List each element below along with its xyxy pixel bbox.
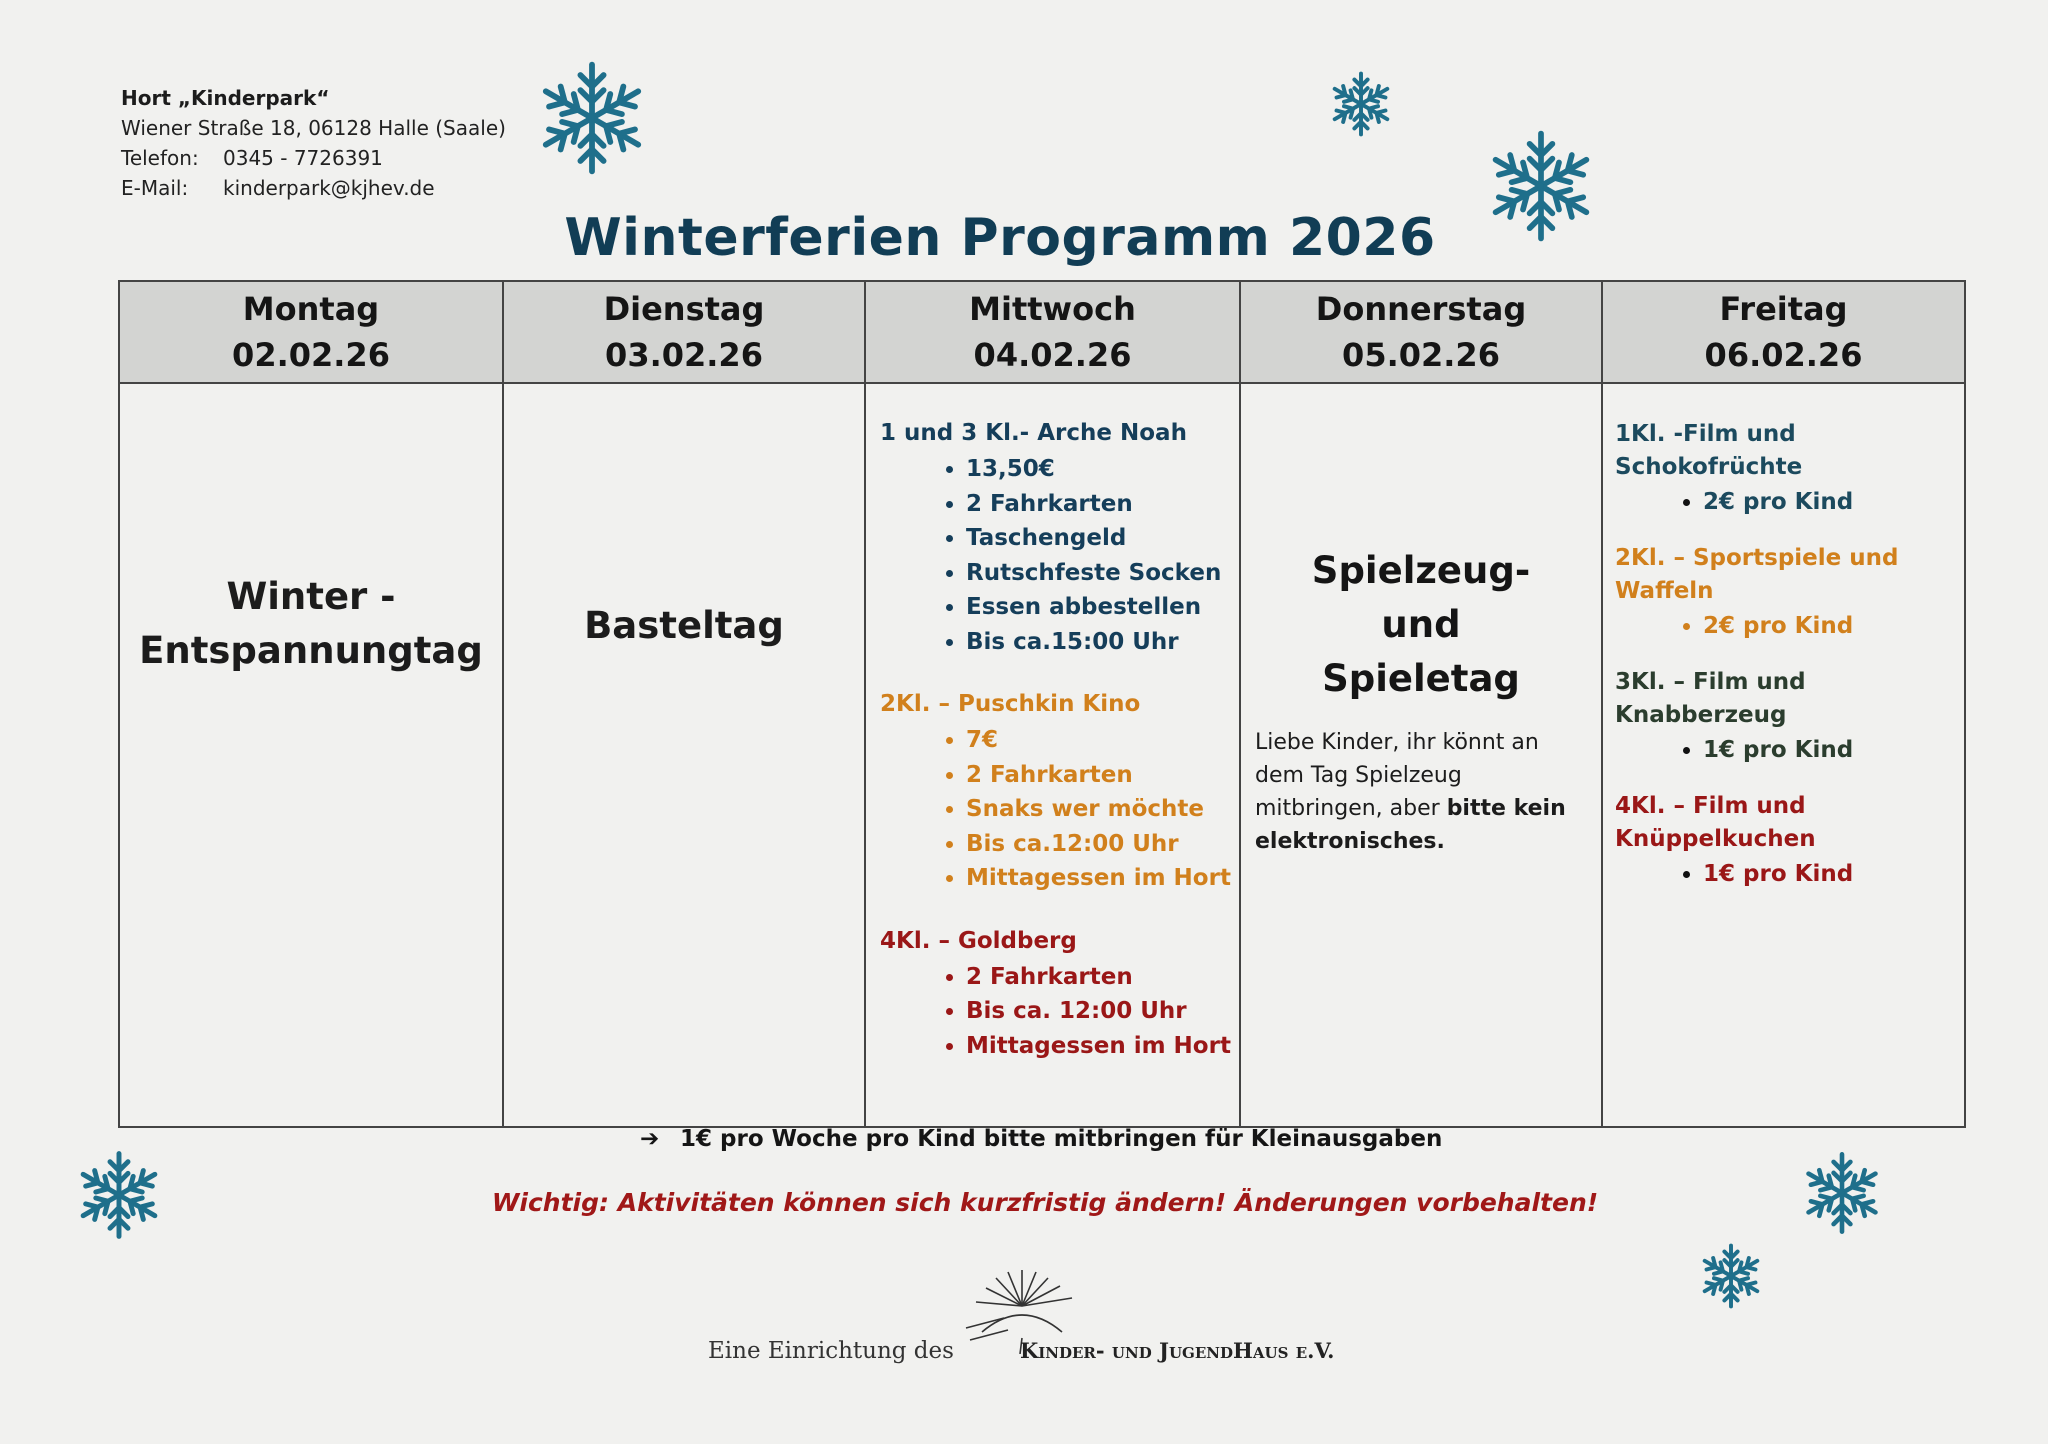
group-heading: 4Kl. – Film und Knüppelkuchen: [1615, 793, 1816, 852]
table-header-row: [119, 281, 1965, 383]
page-title: Winterferien Programm 2026: [564, 208, 1436, 268]
monday-activity: Winter - Entspannungtag: [139, 575, 483, 672]
header-wednesday: Mittwoch 04.02.26: [865, 281, 1240, 383]
group-heading: 2Kl. – Puschkin Kino: [880, 691, 1141, 717]
thursday-activity: Spielzeug- und Spieletag: [1311, 549, 1531, 700]
email-label: E-Mail:: [121, 176, 189, 200]
list-item: • 13,50€: [966, 452, 1239, 487]
list-item: • Bis ca.12:00 Uhr: [966, 827, 1239, 862]
tuesday-activity: Basteltag: [584, 604, 784, 647]
list-item: • 2 Fahrkarten: [966, 960, 1239, 995]
list-item: • Essen abbestellen: [966, 590, 1239, 625]
group-heading: 4Kl. – Goldberg: [880, 927, 1077, 954]
header-thursday: Donnerstag 05.02.26: [1240, 281, 1602, 383]
wednesday-group-2: [880, 689, 1239, 896]
list-item: • 7€: [966, 723, 1239, 758]
group-heading: 1Kl. -Film und Schokofrüchte: [1615, 421, 1803, 480]
friday-group-3: [1615, 666, 1954, 768]
cell-tuesday: [503, 383, 865, 1127]
header-tuesday: Dienstag 03.02.26: [503, 281, 865, 383]
pocket-money-note: ➔ 1€ pro Woche pro Kind bitte mitbringen für Kleinausgaben: [640, 1126, 1443, 1152]
footer-text: Eine Einrichtung des: [708, 1338, 954, 1364]
cell-monday: [119, 383, 503, 1127]
organisation-name: Kinder- und JugendHaus e.V.: [1020, 1338, 1335, 1363]
list-item: • 2 Fahrkarten: [966, 758, 1239, 793]
snowflake-icon: [1328, 68, 1394, 140]
group-heading: 1 und 3 Kl.- Arche Noah: [880, 420, 1187, 446]
list-item: • 2€ pro Kind: [1703, 608, 1954, 644]
change-warning: Wichtig: Aktivitäten können sich kurzfristig ändern! Änderungen vorbehalten!: [491, 1188, 1599, 1217]
table-body-row: [119, 383, 1965, 1127]
list-item: • Snaks wer möchte: [966, 792, 1239, 827]
friday-group-4: [1615, 790, 1954, 892]
list-item: • Mittagessen im Hort: [966, 1029, 1239, 1064]
wednesday-group-1: [880, 418, 1239, 659]
list-item: • 1€ pro Kind: [1703, 732, 1954, 768]
list-item: • Taschengeld: [966, 521, 1239, 556]
list-item: • Rutschfeste Socken: [966, 556, 1239, 591]
list-item: • 2 Fahrkarten: [966, 487, 1239, 522]
group-heading: 3Kl. – Film und Knabberzeug: [1615, 669, 1806, 728]
header-friday: Freitag 06.02.26: [1602, 281, 1965, 383]
cell-wednesday: [865, 383, 1240, 1127]
snowflake-icon: [534, 56, 650, 180]
thursday-description: Liebe Kinder, ihr könnt an dem Tag Spielzeug mitbringen, aber bitte kein elektronisches.: [1255, 730, 1566, 854]
email-value: kinderpark@kjhev.de: [223, 176, 435, 200]
wednesday-group-3: [880, 926, 1239, 1064]
snowflake-icon: [1698, 1238, 1764, 1314]
program-table: [118, 280, 1966, 1128]
list-item: • Bis ca. 12:00 Uhr: [966, 994, 1239, 1029]
cell-friday: [1602, 383, 1965, 1127]
list-item: • 2€ pro Kind: [1703, 484, 1954, 520]
phone-value: 0345 - 7726391: [223, 146, 383, 170]
org-name: Hort „Kinderpark“: [121, 86, 330, 110]
cell-thursday: [1240, 383, 1602, 1127]
phone-label: Telefon:: [121, 146, 199, 170]
org-phone-row: [121, 146, 383, 170]
list-item: • Mittagessen im Hort: [966, 861, 1239, 896]
list-item: • Bis ca.15:00 Uhr: [966, 625, 1239, 660]
org-email-row: [121, 176, 435, 200]
list-item: • 1€ pro Kind: [1703, 856, 1954, 892]
friday-group-1: [1615, 418, 1954, 520]
header-monday: Montag 02.02.26: [119, 281, 503, 383]
arrow-right-icon: ➔: [640, 1126, 660, 1152]
friday-group-2: [1615, 542, 1954, 644]
org-address: Wiener Straße 18, 06128 Halle (Saale): [121, 116, 506, 140]
group-heading: 2Kl. – Sportspiele und Waffeln: [1615, 545, 1899, 604]
